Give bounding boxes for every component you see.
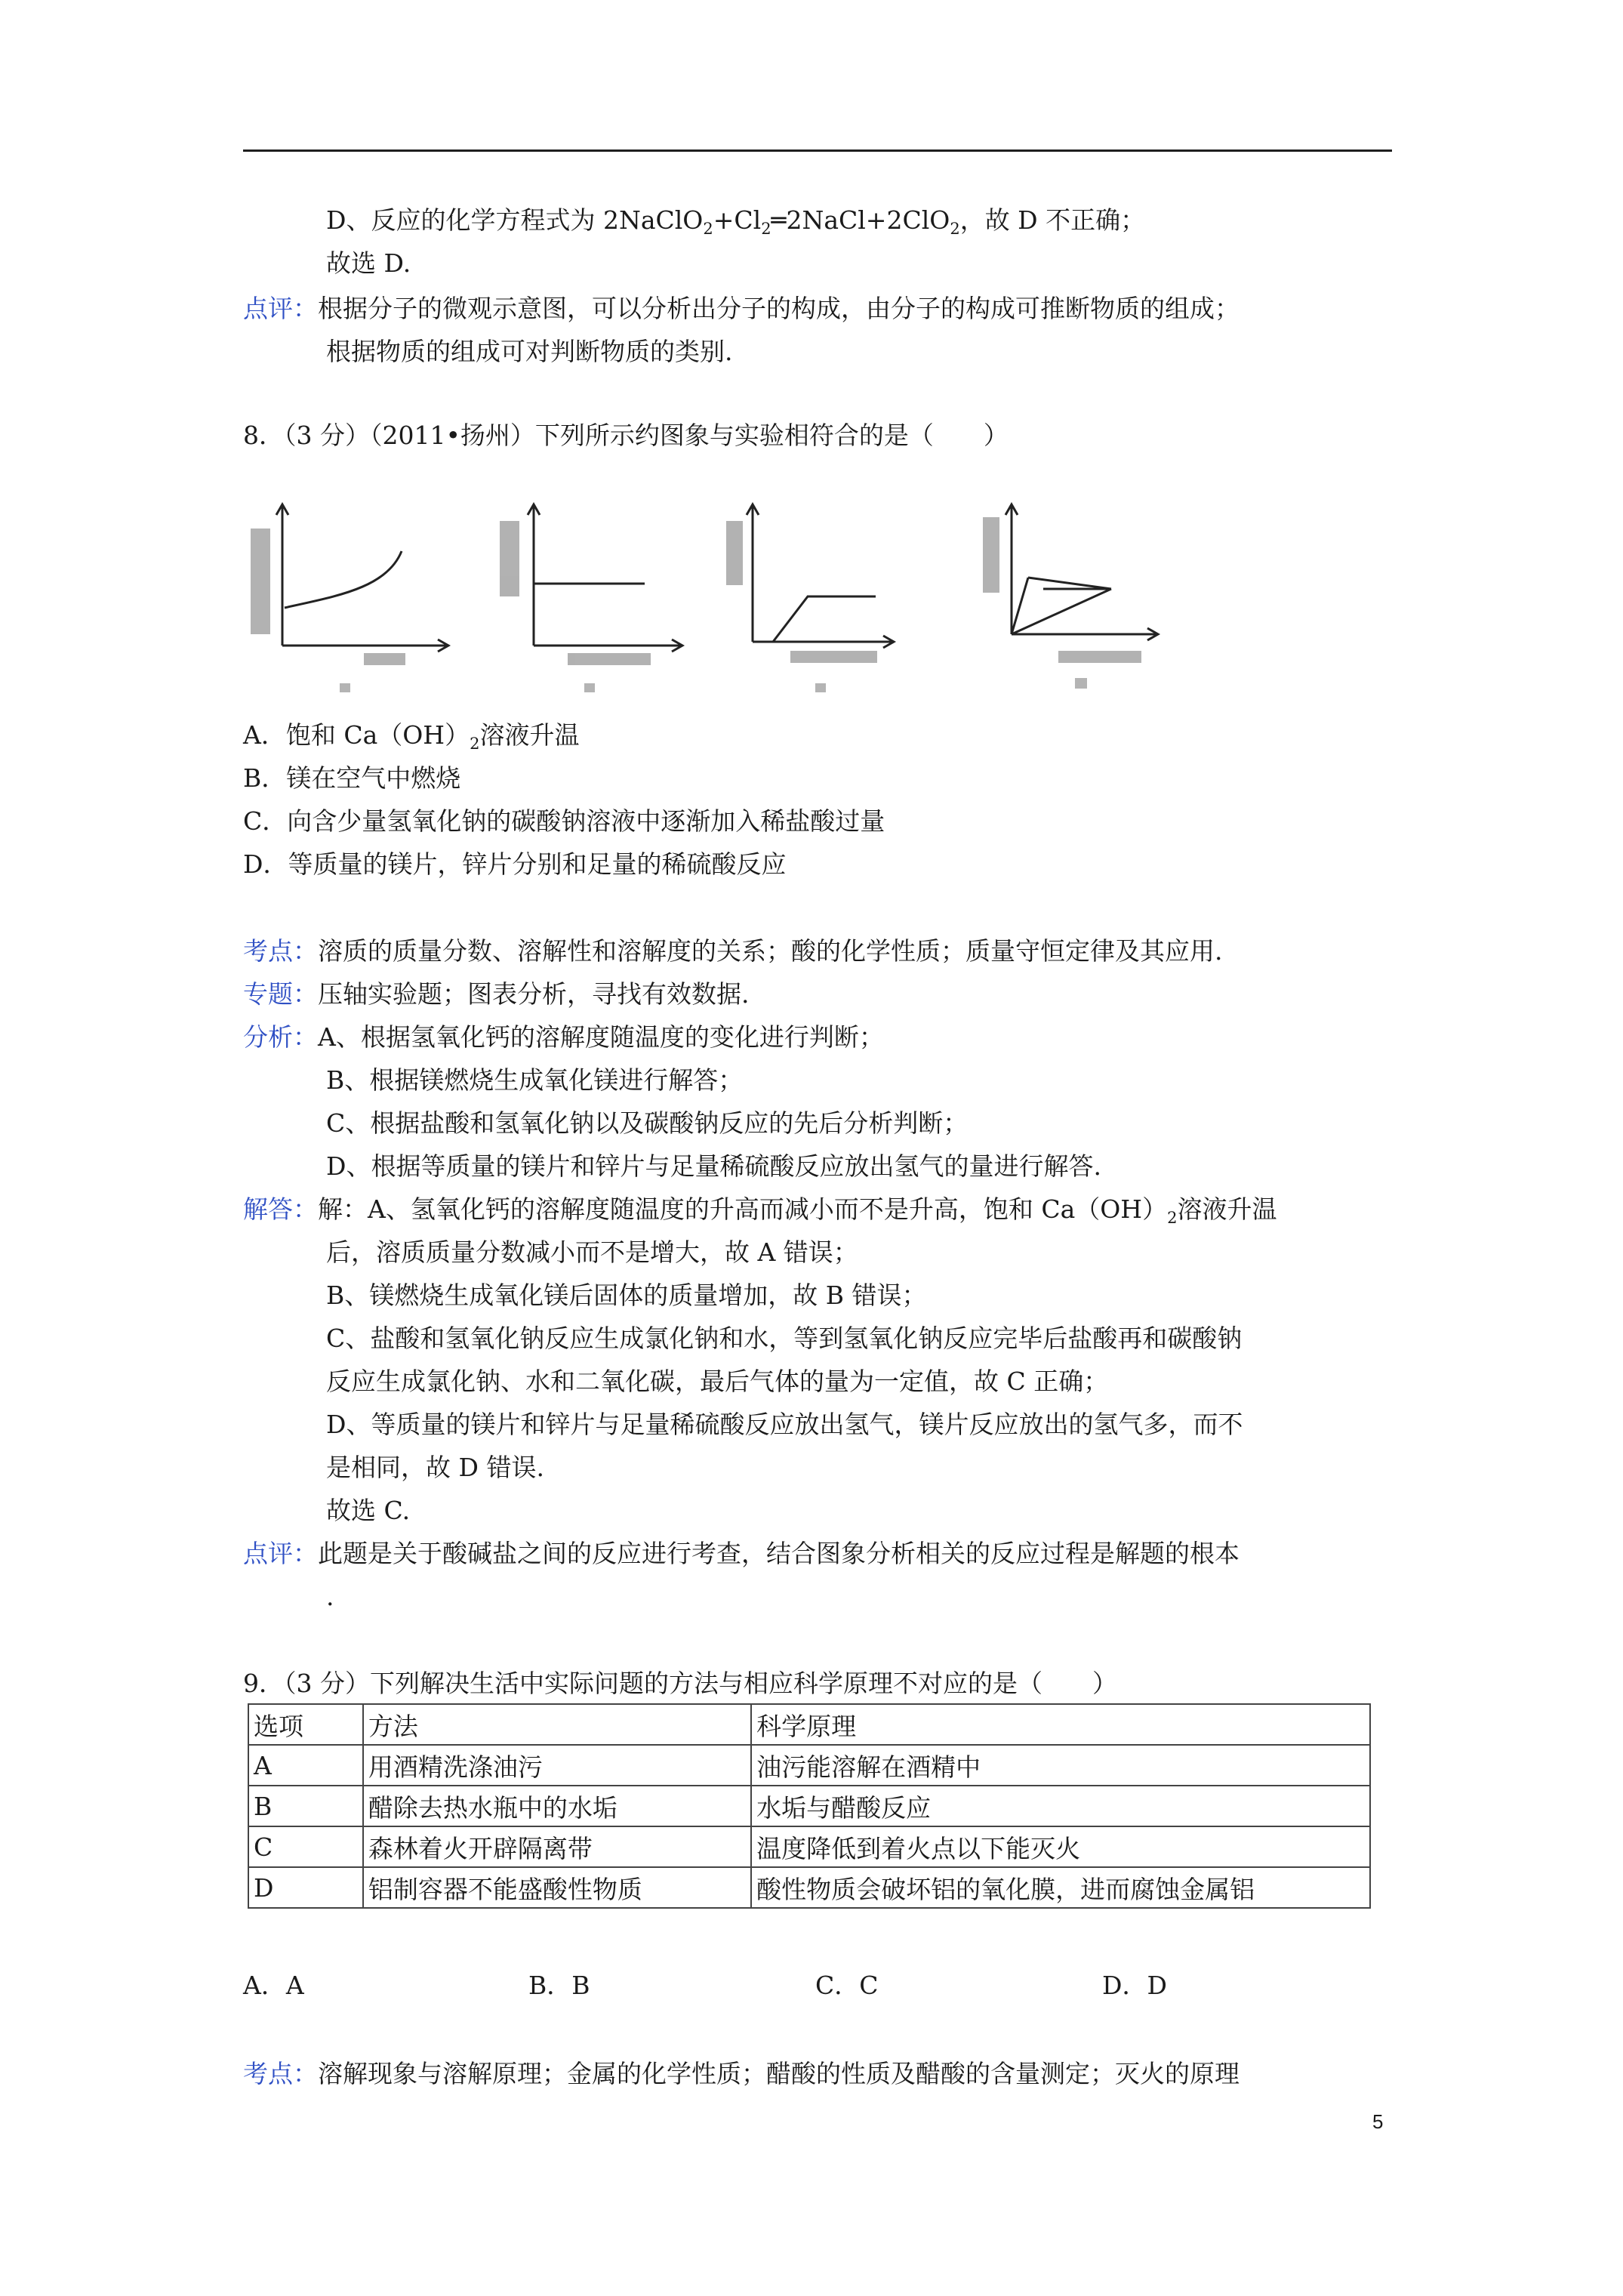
q9-stem: 9．（3 分）下列解决生活中实际问题的方法与相应科学原理不对应的是（ ） <box>243 1669 1117 1698</box>
table-cell: 油污能溶解在酒精中 <box>751 1745 1370 1786</box>
q8-graph-c <box>747 504 894 648</box>
q8-fenxi-a: 分析：A、根据氢氧化钙的溶解度随温度的变化进行判断； <box>243 1022 884 1052</box>
table-cell: 醋除去热水瓶中的水垢 <box>363 1786 751 1826</box>
q8-jieda-line-1: 解答：解：A、氢氧化钙的溶解度随温度的升高而减小而不是升高，饱和 $Ca(OH)_2$溶液升温 <box>243 1194 1277 1227</box>
q8-fenxi-b: B、根据镁燃烧生成氧化镁进行解答； <box>326 1065 744 1095</box>
table-row <box>248 1786 1370 1826</box>
q8-stem: 8．（3 分）（2011•扬州）下列所示约图象与实验相符合的是（ ） <box>243 421 1009 450</box>
q8-zhuanti: 专题：压轴实验题；图表分析，寻找有效数据. <box>243 979 750 1009</box>
comment-label: 点评： <box>243 294 318 323</box>
table-cell: D <box>248 1867 363 1908</box>
q8-jieda-line-4: C、盐酸和氢氧化钠反应生成氯化钠和水，等到氢氧化钠反应完毕后盐酸再和碳酸钠 <box>326 1324 1243 1353</box>
q8-option-c: C．向含少量氢氧化钠的碳酸钠溶液中逐渐加入稀盐酸过量 <box>243 806 885 836</box>
q8-dianping-line-2: . <box>326 1582 334 1611</box>
prev-comment-line-1: 点评：根据分子的微观示意图，可以分析出分子的构成，由分子的构成可推断物质的组成； <box>243 294 1240 323</box>
q8-jieda-line-6: D、等质量的镁片和锌片与足量稀硫酸反应放出氢气，镁片反应放出的氢气多，而不 <box>326 1410 1243 1439</box>
table-cell: B <box>248 1786 363 1826</box>
table-cell: C <box>248 1826 363 1867</box>
q8-jieda-line-2: 后，溶质质量分数减小而不是增大，故 A 错误； <box>326 1237 858 1267</box>
prev-option-d-equation: D、反应的化学方程式为 $2NaClO_2+Cl_2═2NaCl+2ClO_2$，故 D 不正确； <box>326 205 1146 238</box>
table-cell: 水垢与醋酸反应 <box>751 1786 1370 1826</box>
q9-choice-c: C．C <box>815 1971 879 2000</box>
q8-jieda-line-7: 是相同，故 D 错误. <box>326 1453 544 1482</box>
page-number: 5 <box>1372 2110 1384 2133</box>
q8-option-b: B．镁在空气中燃烧 <box>243 763 461 793</box>
table-cell: 温度降低到着火点以下能灭火 <box>751 1826 1370 1867</box>
table-header-cell: 选项 <box>248 1704 363 1745</box>
q8-graph-d <box>1006 504 1158 640</box>
q8-kaodian: 考点：溶质的质量分数、溶解性和溶解度的关系；酸的化学性质；质量守恒定律及其应用. <box>243 936 1223 966</box>
q9-options-table <box>248 1703 1371 1909</box>
q9-choice-d: D．D <box>1102 1971 1167 2000</box>
table-row <box>248 1826 1370 1867</box>
prev-comment-line-2: 根据物质的组成可对判断物质的类别. <box>326 337 733 366</box>
q8-jieda-line-3: B、镁燃烧生成氧化镁后固体的质量增加，故 B 错误； <box>326 1281 927 1310</box>
header-rule <box>243 149 1392 152</box>
prev-choose: 故选 D. <box>326 248 411 278</box>
q8-graph-a <box>276 504 448 652</box>
table-cell: 酸性物质会破坏铝的氧化膜，进而腐蚀金属铝 <box>751 1867 1370 1908</box>
table-header-row <box>248 1704 1370 1745</box>
q9-choice-a: A．A <box>243 1971 304 2000</box>
table-header-cell: 科学原理 <box>751 1704 1370 1745</box>
q8-jieda-line-5: 反应生成氯化钠、水和二氧化碳，最后气体的量为一定值，故 C 正确； <box>326 1367 1109 1396</box>
q9-kaodian: 考点：溶解现象与溶解原理；金属的化学性质；醋酸的性质及醋酸的含量测定；灭火的原理 <box>243 2059 1240 2088</box>
q8-fenxi-c: C、根据盐酸和氢氧化钠以及碳酸钠反应的先后分析判断； <box>326 1108 969 1138</box>
q8-choose: 故选 C. <box>326 1496 411 1525</box>
table-row <box>248 1745 1370 1786</box>
q8-option-a: A．饱和 $Ca(OH)_2$溶液升温 <box>243 720 580 753</box>
table-cell: 用酒精洗涤油污 <box>363 1745 751 1786</box>
q9-choice-b: B．B <box>528 1971 590 2000</box>
table-cell: 森林着火开辟隔离带 <box>363 1826 751 1867</box>
q8-graph-b <box>528 504 682 652</box>
q8-option-d: D．等质量的镁片，锌片分别和足量的稀硫酸反应 <box>243 849 787 879</box>
table-header-cell: 方法 <box>363 1704 751 1745</box>
table-cell: A <box>248 1745 363 1786</box>
q8-fenxi-d: D、根据等质量的镁片和锌片与足量稀硫酸反应放出氢气的量进行解答. <box>326 1151 1101 1181</box>
q8-graphs-figure <box>243 483 1209 698</box>
table-row <box>248 1867 1370 1908</box>
q8-dianping-line-1: 点评：此题是关于酸碱盐之间的反应进行考查，结合图象分析相关的反应过程是解题的根本 <box>243 1539 1240 1568</box>
table-cell: 铝制容器不能盛酸性物质 <box>363 1867 751 1908</box>
